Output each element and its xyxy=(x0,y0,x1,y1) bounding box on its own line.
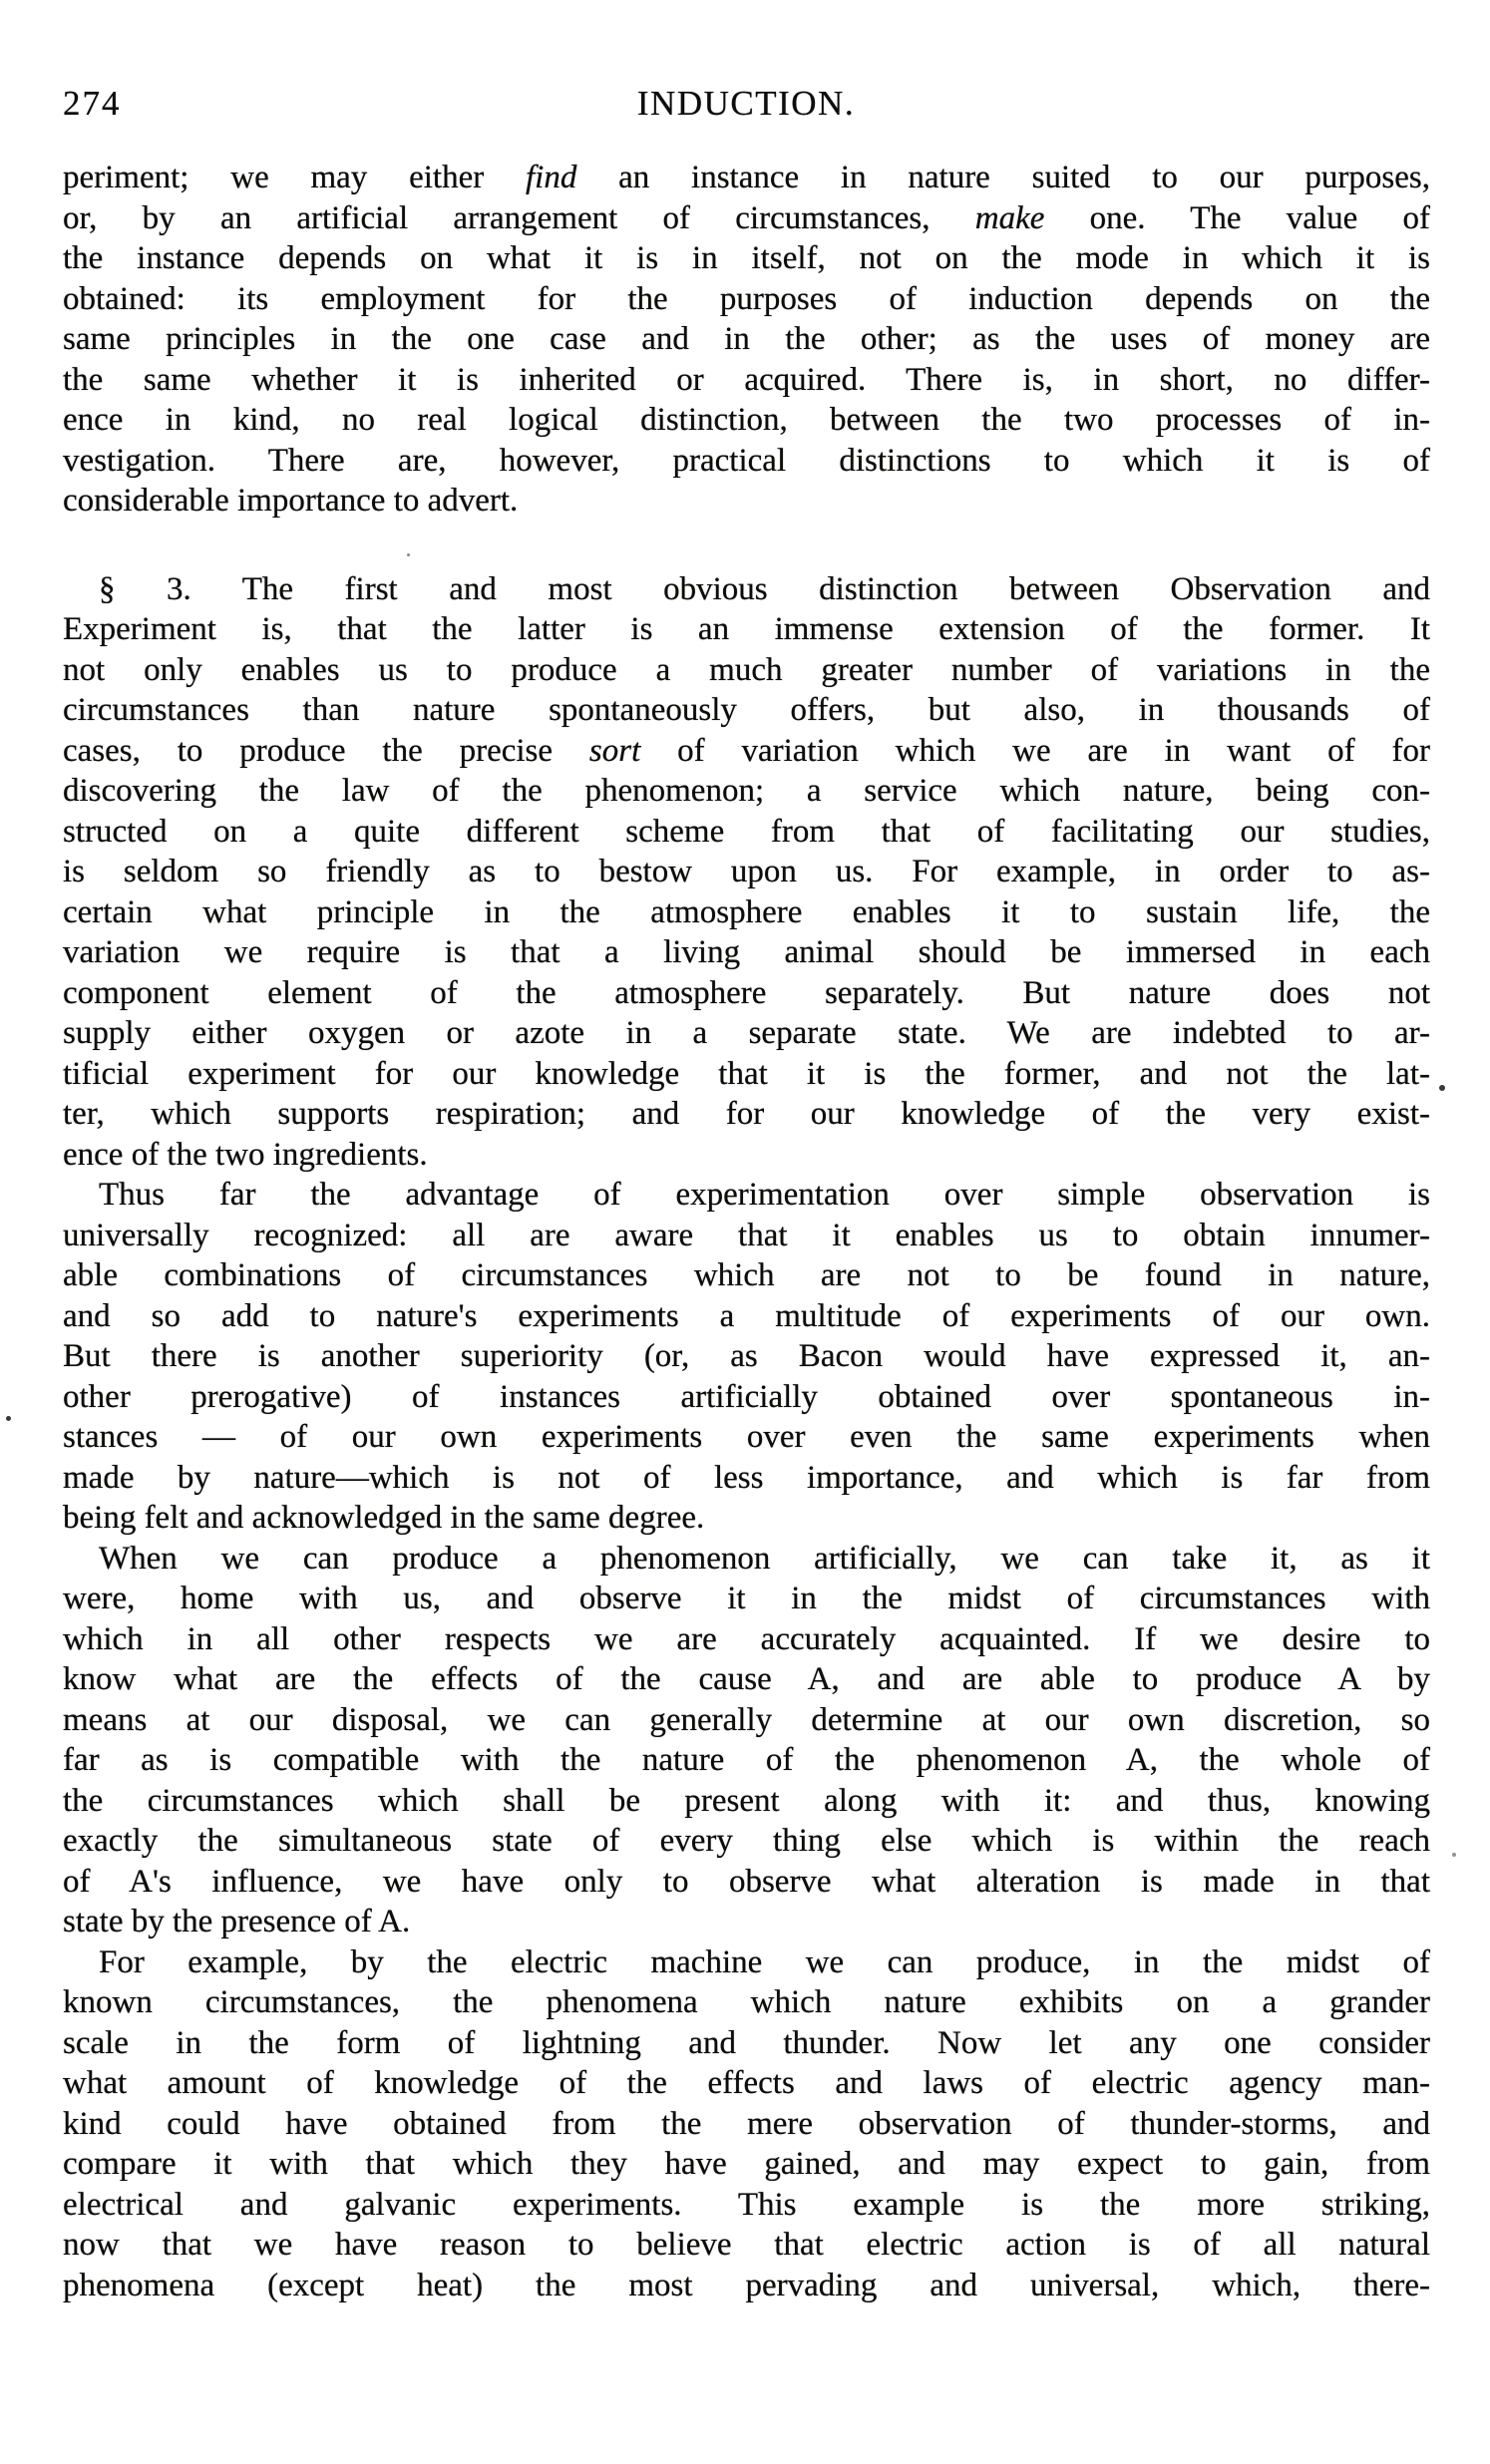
text-line: ence in kind, no real logical distinction, between the two processes of in- xyxy=(63,402,1430,438)
text-line: variation we require is that a living animal should be immersed in each xyxy=(63,934,1430,970)
text-line: exactly the simultaneous state of every thing else which is within the reach xyxy=(63,1823,1430,1859)
scan-speck xyxy=(1452,1853,1456,1857)
text-line: were, home with us, and observe it in the midst of circumstances with xyxy=(63,1581,1430,1616)
text-segment: or, by an artificial arrangement of circumstances, xyxy=(63,199,975,236)
text-line: structed on a quite different scheme from that of facilitating our studies, xyxy=(63,813,1430,850)
text-line: far as is compatible with the nature of the phenomenon A, the whole of xyxy=(63,1742,1430,1778)
text-line: other prerogative) of instances artificially obtained over spontaneous in- xyxy=(63,1378,1430,1415)
text-line: discovering the law of the phenomenon; a service which nature, being con- xyxy=(63,773,1430,809)
text-block xyxy=(63,158,1430,2305)
text-line: Thus far the advantage of experimentation over simple observation is xyxy=(99,1177,1430,1213)
text-line: know what are the effects of the cause A, and are able to produce A by xyxy=(63,1661,1430,1697)
text-line: not only enables us to produce a much greater number of variations in the xyxy=(63,651,1430,688)
scan-speck xyxy=(6,1416,11,1421)
text-line: the circumstances which shall be present along with it: and thus, knowing xyxy=(63,1782,1430,1819)
scan-speck xyxy=(407,553,410,556)
text-line: circumstances than nature spontaneously offers, but also, in thousands of xyxy=(63,692,1430,728)
text-line xyxy=(63,198,1430,239)
page-header xyxy=(63,84,1429,128)
text-line: universally recognized: all are aware that it enables us to obtain innumer- xyxy=(63,1217,1430,1253)
text-line: which in all other respects we are accurately acquainted. If we desire to xyxy=(63,1620,1430,1657)
italic-text-segment: sort xyxy=(588,732,641,769)
page-number: 274 xyxy=(63,84,122,123)
paragraph xyxy=(63,569,1430,1176)
running-title: INDUCTION. xyxy=(636,84,856,123)
text-line: phenomena (except heat) the most pervading and universal, which, there- xyxy=(63,2267,1430,2303)
text-line: known circumstances, the phenomena which nature exhibits on a grander xyxy=(63,1984,1430,2020)
text-line: electrical and galvanic experiments. This example is the more striking, xyxy=(63,2186,1430,2223)
text-line: When we can produce a phenomenon artificially, we can take it, as it xyxy=(99,1540,1430,1577)
text-line: obtained: its employment for the purposes of induction depends on the xyxy=(63,280,1430,317)
paragraph xyxy=(63,158,1430,522)
text-line: kind could have obtained from the mere observation of thunder-storms, and xyxy=(63,2105,1430,2142)
text-line: § 3. The first and most obvious distinction between Observation and xyxy=(99,570,1430,607)
text-line: the same whether it is inherited or acquired. There is, in short, no differ- xyxy=(63,361,1430,398)
scan-speck xyxy=(1439,1085,1445,1091)
text-line: ence of the two ingredients. xyxy=(63,1136,428,1173)
section-gap xyxy=(63,522,1430,569)
text-line: compare it with that which they have gained, and may expect to gain, from xyxy=(63,2146,1430,2182)
text-line: and so add to nature's experiments a multitude of experiments of our own. xyxy=(63,1297,1430,1334)
italic-text-segment: make xyxy=(974,199,1045,236)
text-line: supply either oxygen or azote in a separate state. We are indebted to ar- xyxy=(63,1015,1430,1051)
text-line: component element of the atmosphere separately. But nature does not xyxy=(63,974,1430,1011)
paragraph xyxy=(63,1175,1430,1539)
text-segment: cases, to produce the precise xyxy=(63,732,589,769)
text-line xyxy=(63,731,1430,772)
text-line: scale in the form of lightning and thunder. Now let any one consider xyxy=(63,2024,1430,2061)
text-line: made by nature—which is not of less importance, and which is far from xyxy=(63,1459,1430,1496)
text-line: But there is another superiority (or, as Bacon would have expressed it, an- xyxy=(63,1338,1430,1374)
text-line: tificial experiment for our knowledge that it is the former, and not the lat- xyxy=(63,1055,1430,1092)
text-line: able combinations of circumstances which are not to be found in nature, xyxy=(63,1257,1430,1293)
text-line: what amount of knowledge of the effects and laws of electric agency man- xyxy=(63,2065,1430,2101)
text-segment: one. The value of xyxy=(1044,199,1430,236)
text-line: of A's influence, we have only to observe what alteration is made in that xyxy=(63,1863,1430,1900)
text-line: being felt and acknowledged in the same degree. xyxy=(63,1500,705,1536)
text-segment: periment; we may either xyxy=(63,160,526,195)
text-line: Experiment is, that the latter is an immense extension of the former. It xyxy=(63,611,1430,647)
text-line: vestigation. There are, however, practical distinctions to which it is of xyxy=(63,442,1430,479)
text-line: is seldom so friendly as to bestow upon us. For example, in order to as- xyxy=(63,854,1430,889)
text-line: the instance depends on what it is in itself, not on the mode in which it is xyxy=(63,240,1430,276)
text-segment: an instance in nature suited to our purposes, xyxy=(576,160,1430,195)
text-line: state by the presence of A. xyxy=(63,1904,411,1939)
text-line: ter, which supports respiration; and for our knowledge of the very exist- xyxy=(63,1096,1430,1132)
text-line: now that we have reason to believe that electric action is of all natural xyxy=(63,2227,1430,2263)
text-line: For example, by the electric machine we can produce, in the midst of xyxy=(99,1943,1430,1980)
text-line xyxy=(63,158,1430,198)
text-line: stances — of our own experiments over even the same experiments when xyxy=(63,1419,1430,1455)
text-segment: of variation which we are in want of for xyxy=(640,732,1430,769)
text-line: certain what principle in the atmosphere enables it to sustain life, the xyxy=(63,893,1430,930)
text-line: considerable importance to advert. xyxy=(63,483,519,519)
paragraph xyxy=(63,1539,1430,1942)
paragraph xyxy=(63,1942,1430,2306)
text-line: same principles in the one case and in the other; as the uses of money are xyxy=(63,321,1430,357)
italic-text-segment: find xyxy=(525,160,577,195)
text-line: means at our disposal, we can generally determine at our own discretion, so xyxy=(63,1701,1430,1738)
